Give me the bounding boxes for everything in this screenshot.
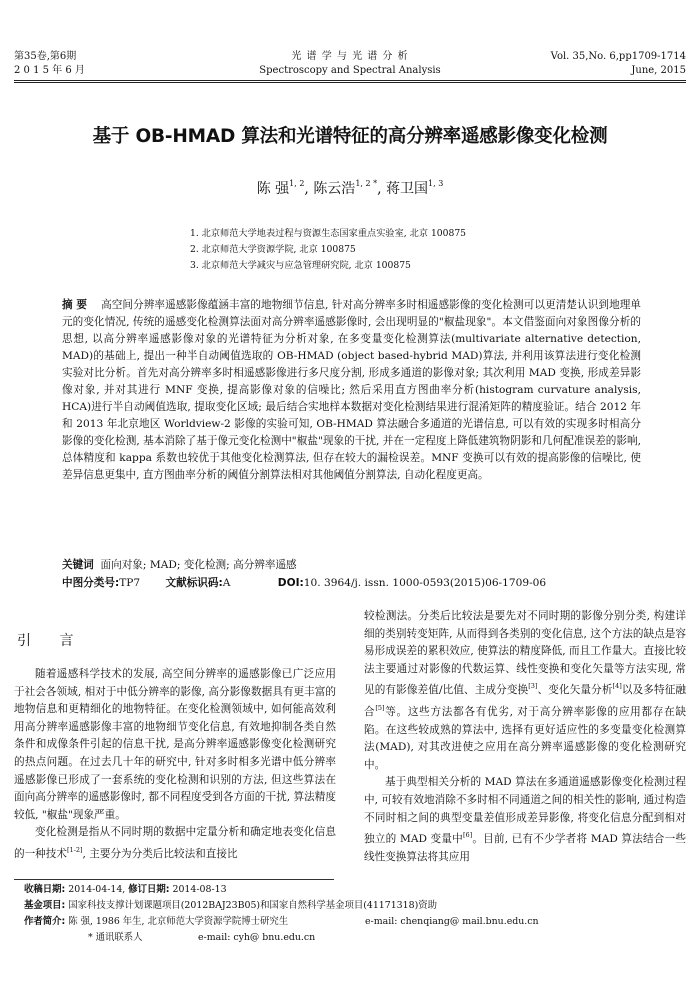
- left-column: [14, 666, 336, 864]
- doc-label: 文献标识码:: [165, 577, 223, 589]
- journal-volume: 第35卷,第6期: [14, 51, 77, 62]
- bio-label: 作者简介:: [24, 916, 66, 927]
- paragraph-text: 基于典型相关分析的 MAD 算法在多通道遥感影像变化检测过程中, 可较有效地消除不多时相不同通道之间的相关性的影响, 通过构造不同时相之间的典型变量差值形成差异影像, 将变化信息分配到相对独立的 MAD 变量中: [364, 776, 686, 846]
- paragraph: 随着遥感科学技术的发展, 高空间分辨率的遥感影像已广泛应用于社会各领域, 相对于中低分辨率的影像, 高分影像数据具有更丰富的地物信息和更精细化的地物特征。在变化检测领域中, 如何能高效利用高分辨率遥感影像丰富的地物细节变化信息, 有效地抑制各类自然条件和成像条件引起的信息干扰, 是高分辨率遥感影像变化检测研究的热点问题。在过去几十年的研究中, 针对多时相多光谱中低分辨率遥感影像已形成了一套系统的变化检测和识别的方法, 但这些算法在面向高分辨率的遥感影像时, 都不同程度受到各方面的干扰, 算法精度较低, "椒盐"现象严重。: [14, 668, 336, 821]
- abstract-label: 摘 要: [62, 299, 88, 311]
- paragraph-text: 以及多特征融合: [364, 684, 686, 718]
- clc-value: TP7: [119, 577, 141, 589]
- citation: [6]: [462, 831, 473, 840]
- fund-text: 国家科技支撑计划课题项目(2012BAJ23B05)和国家自然科学基金项目(41171318)资助: [68, 900, 437, 911]
- header-rule: [14, 80, 686, 81]
- author-affil-sup: 1, 2 *: [355, 179, 378, 188]
- abstract: [62, 297, 641, 484]
- received-date: 2014-04-14,: [68, 884, 126, 895]
- author-name: 蒋卫国: [386, 181, 429, 197]
- paragraph: [364, 774, 686, 866]
- doi-label: DOI:: [277, 577, 304, 589]
- footnote-dates: [24, 882, 227, 898]
- affiliation: 2. 北京师范大学资源学院, 北京 100875: [190, 244, 356, 255]
- keywords-label: 关键词: [62, 559, 94, 571]
- citation: [4]: [612, 682, 622, 691]
- journal-date-en: June, 2015: [631, 65, 686, 76]
- affiliation: 3. 北京师范大学减灾与应急管理研究院, 北京 100875: [190, 260, 411, 271]
- abstract-text: 高空间分辨率遥感影像蕴涵丰富的地物细节信息, 针对高分辨率多时相遥感影像的变化检测可以更清楚认识到地理单元的变化情况, 传统的遥感变化检测算法面对高分辨率遥感影像时, 会出现明显的"椒盐现象"。本文借鉴面向对象图像分析的思想, 以高分辨率遥感影像对象的光谱特征为分析对象, 在多变量变化检测算法(multivariate alternative detection, MAD)的基础上, 提出一种半自动阈值选取的 OB-HMAD (object based-hybrid MAD)算法, 并利用该算法进行变化检测实验对比分析。首先对高分辨率多时相遥感影像进行多尺度分割, 形成多通道的影像对象; 其次利用 MAD 变换, 形成差异影像对象, 并对其进行 MNF 变换, 提高影像对象的信噪比; 然后采用直方图曲率分析(histogram curvature analysis, HCA)进行半自动阈值选取, 提取变化区域; 最后结合实地样本数据对变化检测结果进行混淆矩阵的精度验证。结合 2012 年和 2013 年北京地区 Worldview-2 影像的实验可知, OB-HMAD 算法融合多通道的光谱信息, 可以有效的实现多时相高分影像的变化检测, 基本消除了基于像元变化检测中"椒盐"现象的干扰, 并在一定程度上降低建筑物阴影和几何配准误差的影响, 总体精度和 kappa 系数也较优于其他变化检测算法, 但存在较大的漏检误差。MNF 变换可以有效的提高影像的信噪比, 使差异信息更集中, 直方图曲率分析的阈值分割算法相对其他阈值分割算法, 自动化程度更高。: [62, 299, 641, 481]
- journal-title-cn: 光 谱 学 与 光 谱 分 析: [291, 51, 409, 62]
- journal-date: 2 0 1 5 年 6 月: [14, 65, 85, 76]
- doc-value: A: [222, 577, 231, 589]
- revised-date: 2014-08-13: [172, 884, 227, 895]
- paragraph-text: 。目前, 已有不少学者将 MAD 算法结合一些线性变换算法将其应用: [364, 833, 686, 863]
- author-email: e-mail: chenqiang@ mail.bnu.edu.cn: [365, 916, 539, 927]
- keywords-text: 面向对象; MAD; 变化检测; 高分辨率遥感: [100, 559, 297, 571]
- right-column: [364, 608, 686, 866]
- footnote-fund: [24, 898, 437, 914]
- citation: [3]: [528, 682, 538, 691]
- footnote-bio: [24, 914, 288, 930]
- paragraph-text: 较检测法。分类后比较法是要先对不同时期的影像分别分类, 构建详细的类别转变矩阵, 从而得到各类别的变化信息, 这个方法的缺点是容易形成误差的累积效应, 使算法的精度降低, 而且工作量大。直接比较法主要通过对影像的代数运算、线性变换和变化矢量等方法实现, 常见的有影像差值/比值、主成分变换: [364, 610, 686, 697]
- citation: [1-2]: [66, 845, 83, 854]
- bio-text: 陈 强, 1986 年生, 北京师范大学资源学院博士研究生: [68, 916, 289, 927]
- author-name: 陈 强: [256, 181, 290, 197]
- fund-label: 基金项目:: [24, 900, 66, 911]
- author-affil-sup: 1, 2: [289, 179, 305, 188]
- citation: [5]: [375, 703, 385, 712]
- revised-label: 修订日期:: [128, 884, 170, 895]
- journal-title-en: Spectroscopy and Spectral Analysis: [259, 65, 441, 76]
- paragraph-text: 等。这些方法都各有优劣, 对于高分辨率影像的应用都存在缺陷。在这些较成熟的算法中, 选择有更好适应性的多变量变化检测算法(MAD), 对其改进使之应用在高分辨率遥感影像的变化检测研究中。: [364, 705, 687, 771]
- doi-value: 10. 3964/j. issn. 1000-0593(2015)06-1709-06: [303, 577, 547, 589]
- paragraph-text: , 主要分为分类后比较法和直接比: [82, 847, 238, 860]
- paragraph: [14, 824, 336, 863]
- corresponding-email: e-mail: cyh@ bnu.edu.cn: [198, 932, 316, 943]
- paragraph-text: 变化检测是指从不同时期的数据中定量分析和确定地表变化信息的一种技术: [14, 826, 336, 860]
- affiliation: 1. 北京师范大学地表过程与资源生态国家重点实验室, 北京 100875: [190, 228, 467, 239]
- classification-line: [62, 575, 546, 590]
- footnote-rule: [14, 879, 334, 880]
- received-label: 收稿日期:: [24, 884, 66, 895]
- author-name: 陈云浩: [313, 181, 356, 197]
- author-affil-sup: 1, 3: [428, 179, 444, 188]
- paragraph: [364, 608, 686, 774]
- section-heading-introduction: 引 言: [17, 633, 86, 649]
- paragraph-text: 、变化矢量分析: [537, 684, 613, 697]
- author-list: 陈 强$^{1, 2}$, 陈云浩$^{1, 2 *}$, 蒋卫国$^{1, 3}$: [256, 179, 444, 197]
- keywords: [62, 557, 297, 572]
- corresponding-author: * 通讯联系人: [88, 932, 143, 943]
- journal-volume-en: Vol. 35,No. 6,pp1709-1714: [550, 51, 686, 62]
- clc-label: 中图分类号:: [62, 577, 120, 589]
- paper-title: 基于 OB-HMAD 算法和光谱特征的高分辨率遥感影像变化检测: [92, 126, 608, 147]
- header-rule-double: [14, 82, 686, 83]
